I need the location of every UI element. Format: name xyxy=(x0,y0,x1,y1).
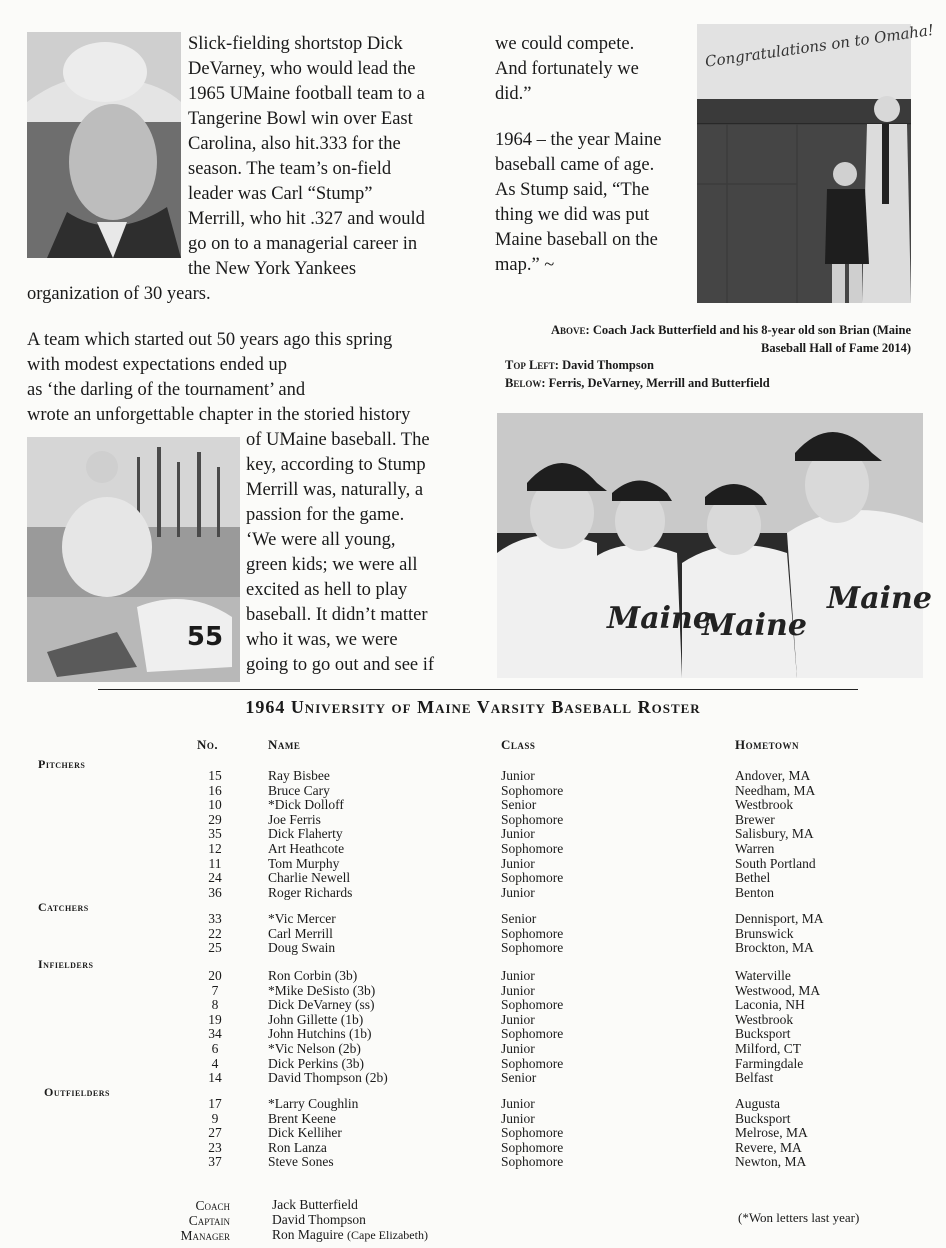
roster-row xyxy=(0,941,946,956)
player-number: 7 xyxy=(211,982,219,998)
roster-row xyxy=(0,798,946,813)
roster-row xyxy=(0,784,946,799)
article-col2-top: we could compete. And fortunately we did.” xyxy=(495,34,639,104)
staff-name-manager: Ron Maguire xyxy=(272,1227,344,1242)
roster-group-label: Outfielders xyxy=(44,1085,110,1099)
roster-row xyxy=(0,1112,946,1127)
jersey-number-55: 55 xyxy=(186,622,224,652)
player-number: 15 xyxy=(208,768,222,783)
player-name: Brent Keene xyxy=(268,1110,336,1126)
staff-name-captain: David Thompson xyxy=(272,1212,366,1227)
header-class: Class xyxy=(501,737,536,752)
player-number: 8 xyxy=(211,997,219,1013)
roster-row xyxy=(0,1155,946,1170)
player-hometown: Bethel xyxy=(735,870,771,886)
player-class: Senior xyxy=(501,1070,537,1086)
roster-row xyxy=(0,998,946,1013)
player-number: 36 xyxy=(208,884,222,900)
roster-group-label: Infielders xyxy=(38,957,94,971)
article-col2-paragraph2: 1964 – the year Maine baseball came of age. As Stump said, “The thing we did was put Maine baseball on the map.” ~ xyxy=(495,130,662,275)
player-class: Sophomore xyxy=(501,925,564,941)
player-name: *Larry Coughlin xyxy=(268,1096,359,1111)
player-class: Junior xyxy=(501,884,535,900)
player-class: Junior xyxy=(501,855,535,871)
player-name: Dick Kelliher xyxy=(268,1125,342,1141)
roster-group-label: Pitchers xyxy=(38,757,86,771)
player-number: 14 xyxy=(208,1070,222,1086)
staff-role-manager: Manager xyxy=(180,1228,230,1243)
player-class: Junior xyxy=(501,1041,535,1056)
player-hometown: Waterville xyxy=(735,968,791,983)
caption-above: Above: Coach Jack Butterfield and his 8-year old son Brian (Maine Baseball Hall of Fame 2014) xyxy=(550,323,911,355)
roster-row xyxy=(0,1042,946,1057)
player-name: Charlie Newell xyxy=(268,870,351,886)
player-number: 16 xyxy=(208,782,222,798)
player-number: 4 xyxy=(211,1055,219,1071)
player-class: Junior xyxy=(501,968,535,983)
player-hometown: Salisbury, MA xyxy=(735,826,814,842)
roster-row xyxy=(0,1027,946,1042)
roster-row xyxy=(0,912,946,927)
roster-row xyxy=(0,813,946,828)
player-hometown: Andover, MA xyxy=(735,768,811,783)
staff-role-captain: Captain xyxy=(188,1213,230,1228)
player-hometown: Bucksport xyxy=(735,1110,791,1126)
player-hometown: Brewer xyxy=(735,811,775,827)
player-number: 34 xyxy=(208,1026,222,1042)
player-class: Sophomore xyxy=(501,940,564,956)
player-class: Sophomore xyxy=(501,997,564,1013)
staff-role-coach: Coach xyxy=(195,1198,230,1213)
player-name: *Vic Mercer xyxy=(268,911,336,926)
player-hometown: Melrose, MA xyxy=(735,1125,808,1141)
staff-manager-hometown: (Cape Elizabeth) xyxy=(347,1228,428,1242)
player-class: Sophomore xyxy=(501,841,564,856)
player-name: *Vic Nelson (2b) xyxy=(268,1041,361,1056)
banner-text: Congratulations on to Omaha! xyxy=(703,20,935,71)
player-class: Senior xyxy=(501,797,537,813)
player-name: Art Heathcote xyxy=(268,841,345,856)
player-name: Ron Corbin (3b) xyxy=(268,968,358,983)
jersey-script-4: Maine xyxy=(827,581,932,616)
roster-footnote: (*Won letters last year) xyxy=(738,1210,860,1225)
player-name: John Gillette (1b) xyxy=(268,1011,364,1027)
roster-row xyxy=(0,1141,946,1156)
roster-divider xyxy=(98,689,858,690)
player-class: Junior xyxy=(501,1096,535,1111)
player-hometown: Brunswick xyxy=(735,925,794,941)
roster-row xyxy=(0,886,946,901)
header-hometown: Hometown xyxy=(735,737,799,752)
player-hometown: Augusta xyxy=(735,1096,780,1111)
staff-roles xyxy=(130,1198,230,1243)
player-class: Senior xyxy=(501,911,537,926)
player-name: David Thompson (2b) xyxy=(268,1070,388,1086)
article-col1-paragraph2-wrap: of UMaine baseball. The key, according to Stump Merrill was, naturally, a passion for the game. ‘We were all young, green kids; we were all excited as hell to play baseball. It didn’t matter who it was, we were going to go out and see if xyxy=(246,430,435,675)
player-name: Bruce Cary xyxy=(268,782,330,798)
player-name: Carl Merrill xyxy=(268,925,333,941)
player-number: 29 xyxy=(208,811,222,827)
player-class: Junior xyxy=(501,768,535,783)
player-class: Junior xyxy=(501,1110,535,1126)
roster-row xyxy=(0,1013,946,1028)
player-name: Doug Swain xyxy=(268,940,336,956)
player-class: Sophomore xyxy=(501,1026,564,1042)
roster-row xyxy=(0,1097,946,1112)
article-col1-paragraph2: A team which started out 50 years ago this spring with modest expectations ended up as ‘the darling of the tournament’ and wrote an unforgettable chapter in the storied history xyxy=(27,330,411,425)
player-class: Junior xyxy=(501,1011,535,1027)
player-number: 10 xyxy=(208,797,222,813)
roster-row xyxy=(0,871,946,886)
player-hometown: Belfast xyxy=(735,1070,774,1086)
roster-row xyxy=(0,969,946,984)
player-name: Dick Flaherty xyxy=(268,826,343,842)
player-number: 24 xyxy=(208,870,222,886)
player-hometown: Laconia, NH xyxy=(735,997,805,1013)
roster-row xyxy=(0,1057,946,1072)
roster-title: 1964 University of Maine Varsity Baseball Roster xyxy=(245,697,701,717)
player-number: 11 xyxy=(208,855,222,871)
player-class: Sophomore xyxy=(501,782,564,798)
photo-coach-and-son xyxy=(697,20,935,303)
caption-below: Below: Ferris, DeVarney, Merrill and Butterfield xyxy=(505,376,770,390)
player-name: Tom Murphy xyxy=(268,855,340,871)
player-class: Junior xyxy=(501,826,535,842)
player-class: Sophomore xyxy=(501,1139,564,1155)
player-number: 9 xyxy=(211,1110,219,1126)
player-name: Dick DeVarney (ss) xyxy=(268,997,375,1013)
player-name: John Hutchins (1b) xyxy=(268,1026,372,1042)
player-number: 33 xyxy=(208,911,222,926)
player-hometown: Dennisport, MA xyxy=(735,911,824,926)
player-hometown: Newton, MA xyxy=(735,1154,807,1170)
player-hometown: Needham, MA xyxy=(735,782,816,798)
player-number: 25 xyxy=(208,940,222,956)
player-number: 37 xyxy=(208,1154,222,1170)
player-name: Steve Sones xyxy=(268,1154,334,1170)
roster-row xyxy=(0,827,946,842)
header-no: No. xyxy=(197,737,219,752)
roster-row xyxy=(0,769,946,784)
player-number: 35 xyxy=(208,826,222,842)
player-hometown: Bucksport xyxy=(735,1026,791,1042)
player-class: Sophomore xyxy=(501,1125,564,1141)
photo-four-players xyxy=(497,413,932,678)
player-class: Sophomore xyxy=(501,870,564,886)
player-number: 17 xyxy=(208,1096,222,1111)
player-number: 27 xyxy=(208,1125,222,1141)
roster-group-label: Catchers xyxy=(38,900,89,914)
roster-row xyxy=(0,1071,946,1086)
player-class: Sophomore xyxy=(501,811,564,827)
article-col1-paragraph1-end: organization of 30 years. xyxy=(27,284,211,304)
player-number: 22 xyxy=(208,925,222,941)
player-hometown: Farmingdale xyxy=(735,1055,804,1071)
header-name: Name xyxy=(268,737,301,752)
player-number: 19 xyxy=(208,1011,222,1027)
caption-top-left: Top Left: David Thompson xyxy=(505,358,654,372)
player-number: 6 xyxy=(211,1041,219,1056)
staff-name-coach: Jack Butterfield xyxy=(272,1197,358,1212)
player-class: Junior xyxy=(501,982,535,998)
player-name: Joe Ferris xyxy=(268,811,321,827)
photo-slide-play xyxy=(27,437,240,682)
photo-david-thompson xyxy=(27,32,181,258)
roster-row xyxy=(0,1126,946,1141)
player-hometown: Benton xyxy=(735,884,774,900)
player-name: Roger Richards xyxy=(268,884,353,900)
player-hometown: South Portland xyxy=(735,855,816,871)
player-name: Ron Lanza xyxy=(268,1139,327,1155)
player-class: Sophomore xyxy=(501,1154,564,1170)
staff-names xyxy=(272,1197,428,1243)
player-hometown: Milford, CT xyxy=(735,1041,801,1056)
roster-row xyxy=(0,927,946,942)
player-hometown: Brockton, MA xyxy=(735,940,814,956)
player-name: Dick Perkins (3b) xyxy=(268,1055,364,1071)
player-number: 23 xyxy=(208,1139,222,1155)
jersey-script-3: Maine xyxy=(702,608,807,643)
player-name: *Dick Dolloff xyxy=(268,797,344,813)
player-hometown: Westbrook xyxy=(735,797,794,813)
roster-row xyxy=(0,842,946,857)
article-col1-paragraph1: Slick-fielding shortstop Dick DeVarney, who would lead the 1965 UMaine football team to a Tangerine Bowl win over East Carolina, also hit.333 for the season. The team’s on-field leader was Carl “Stump” Merrill, who hit .327 and would go on to a managerial career in the New York Yankees xyxy=(188,34,425,279)
roster-row xyxy=(0,857,946,872)
player-hometown: Warren xyxy=(735,841,775,856)
player-number: 12 xyxy=(208,841,222,856)
player-hometown: Revere, MA xyxy=(735,1139,802,1155)
player-number: 20 xyxy=(208,968,222,983)
player-name: Ray Bisbee xyxy=(268,768,330,783)
player-hometown: Westwood, MA xyxy=(735,982,821,998)
player-name: *Mike DeSisto (3b) xyxy=(268,982,376,998)
jersey-script-2: Maine xyxy=(607,601,712,636)
player-class: Sophomore xyxy=(501,1055,564,1071)
player-hometown: Westbrook xyxy=(735,1011,794,1027)
roster-row xyxy=(0,984,946,999)
